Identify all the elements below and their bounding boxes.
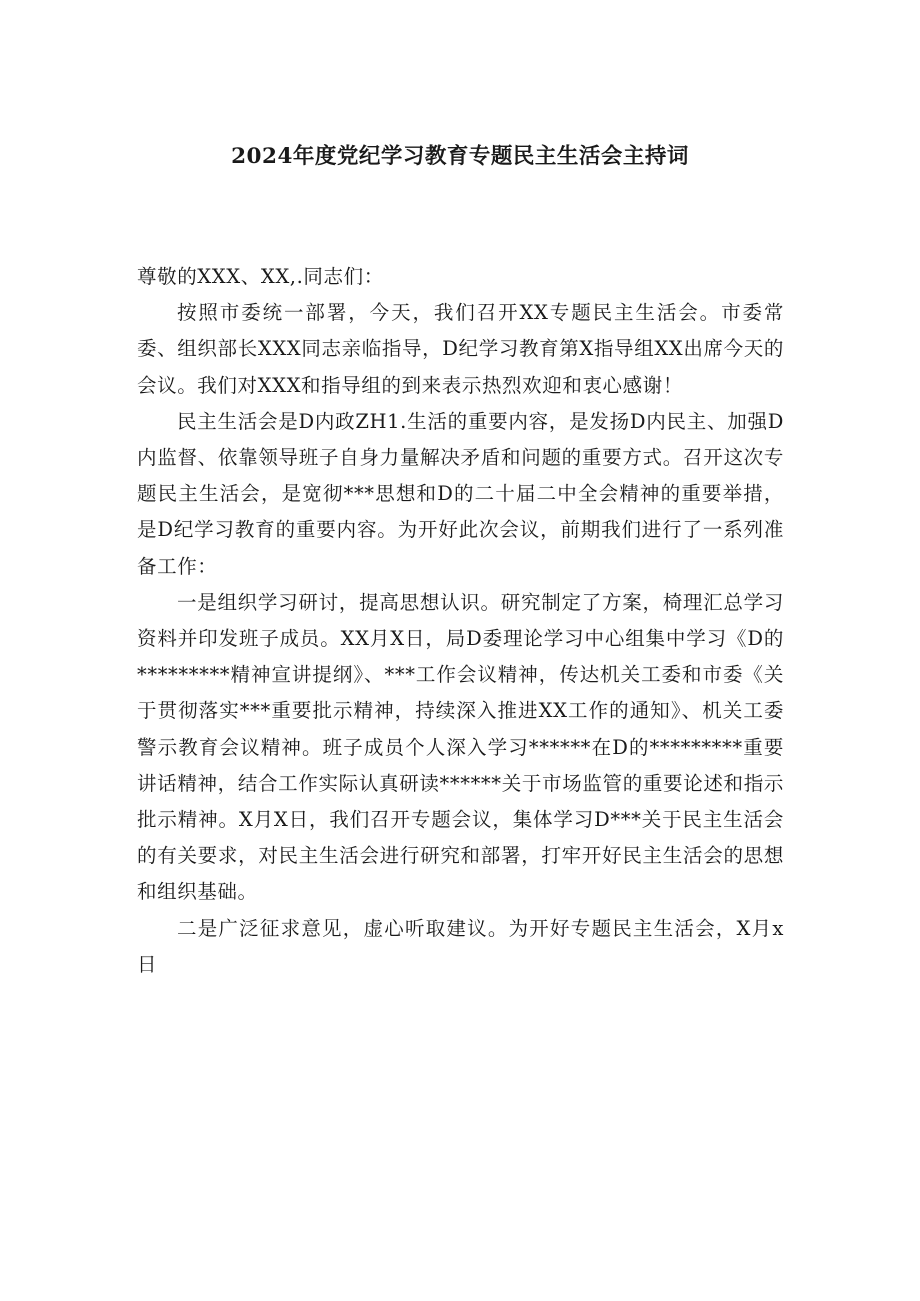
paragraph-3: 一是组织学习研讨，提高思想认识。研究制定了方案，椅理汇总学习资料并印发班子成员。XX月X日，局D委理论学习中心组集中学习《D的*********精神宣讲提纲》、***工作会议精神，传达机关工委和市委《关于贯彻落实***重要批示精神，持续深入推进XX工作的通知》、机关工委警示教育会议精神。班子成员个人深入学习******在D的*********重要讲话精神，结合工作实际认真研读******关于市场监管的重要论述和指示批示精神。X月X日，我们召开专题会议，集体学习D***关于民主生活会的有关要求，对民主生活会进行研究和部署，打牢开好民主生活会的思想和组织基础。 <box>137 590 784 904</box>
document-title: 2024年度党纪学习教育专题民主生活会主持词 <box>231 144 689 169</box>
paragraph-1: 按照市委统一部署，今天，我们召开XX专题民主生活会。市委常委、组织部长XXX同志亲临指导，D纪学习教育第X指导组XX出席今天的会议。我们对XXX和指导组的到来表示热烈欢迎和衷心感谢！ <box>137 301 784 397</box>
paragraph-2: 民主生活会是D内政ZH1.生活的重要内容，是发扬D内民主、加强D内监督、依靠领导班子自身力量解决矛盾和问题的重要方式。召开这次专题民主生活会，是宽彻***思想和D的二十届二中全会精神的重要举措，是D纪学习教育的重要内容。为开好此次会议，前期我们进行了一系列准备工作： <box>137 409 784 578</box>
document-body <box>137 259 784 983</box>
paragraph-4: 二是广泛征求意见，虚心听取建议。为开好专题民主生活会，X月x日 <box>137 916 784 976</box>
salutation: 尊敬的XXX、XX,.同志们： <box>137 265 384 288</box>
